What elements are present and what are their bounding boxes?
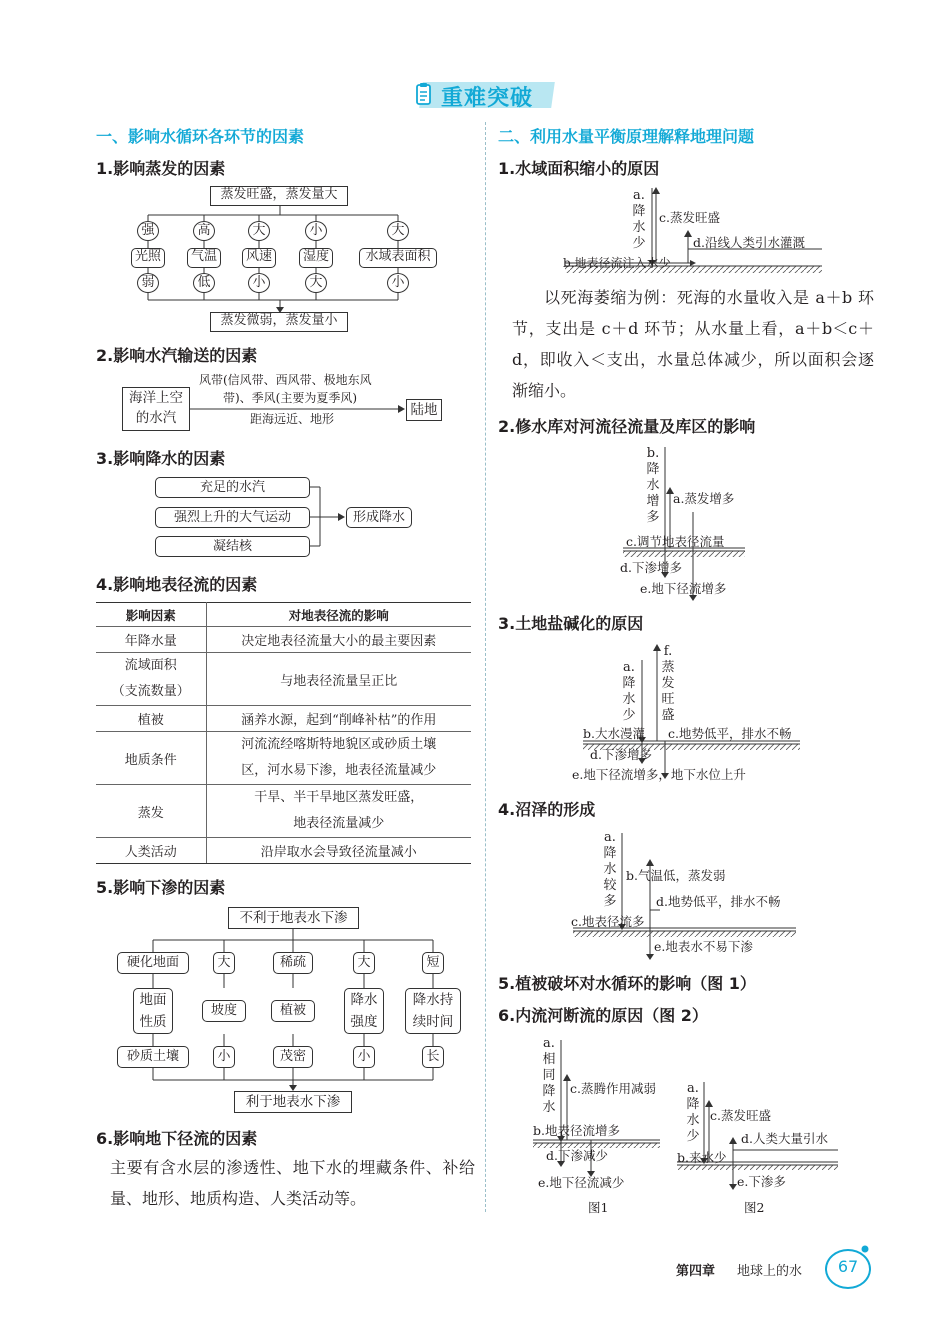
evap-up-5: 大 [387,221,409,241]
r4-label-a: a.降水较多 [603,830,617,909]
evap-up-2: 高 [193,221,215,241]
page-badge-dot [860,1244,870,1254]
s6-text: 主要有含水层的渗透性、地下水的埋藏条件、补给量、地形、地质构造、人类活动等。 [110,1158,475,1208]
r3-label-e: e.地下径流增多，地下水位上升 [572,767,746,782]
infil-unfavorable-box: 不利于地表水下渗 [228,907,359,929]
page-number: 67 [837,1257,859,1276]
infil-up-1: 硬化地面 [117,952,189,974]
fig2-label-a: a.降水少 [686,1081,700,1144]
table-cell: 涵养水源，起到“削峰补枯”的作用 [206,706,471,732]
evap-factor-2: 气温 [187,248,221,268]
table-header-effect: 对地表径流的影响 [206,603,471,627]
fig1-label-a: a.相同降水 [542,1036,556,1115]
r2-label-a: a.蒸发增多 [673,491,735,506]
table-header-factor: 影响因素 [96,603,206,627]
infil-factor-2: 坡度 [202,1000,246,1022]
evap-down-1: 弱 [137,273,159,293]
precip-cause-1: 充足的水汽 [155,477,310,498]
s6-title: 6.影响地下径流的因素 [96,1129,258,1148]
precip-cause-2: 强烈上升的大气运动 [155,507,310,528]
r1-label-c: c.蒸发旺盛 [659,210,720,225]
evap-up-4: 小 [305,221,327,241]
evap-factor-3: 风速 [242,248,276,268]
evap-down-3: 小 [248,273,270,293]
r4-label-c: c.地表径流多 [571,914,645,929]
r3-label-f: f.蒸发旺盛 [661,644,675,723]
footer-chapter-title: 地球上的水 [737,1264,803,1279]
infil-factor-5: 降水持续时间 [405,988,461,1034]
fig1-label-c: c.蒸腾作用减弱 [570,1081,656,1096]
table-cell: 年降水量 [96,627,206,653]
vapour-target-box: 陆地 [406,399,442,421]
infil-factor-4: 降水强度 [344,988,384,1034]
table-cell: 人类活动 [96,838,206,864]
evap-down-4: 大 [305,273,327,293]
vapour-label-above-1: 风带(信风带、西风带、极地东风 [199,373,372,387]
right-section-title: 二、利用水量平衡原理解释地理问题 [498,127,755,146]
r3-label-c: c.地势低平，排水不畅 [668,726,792,741]
r1-label-d: d.沿线人类引水灌溉 [693,235,805,250]
infil-factor-1: 地面性质 [133,988,173,1034]
r1-title: 1.水域面积缩小的原因 [498,159,660,178]
r4-title: 4.沼泽的形成 [498,800,596,819]
table-cell: 植被 [96,706,206,732]
infil-down-2: 小 [213,1046,235,1068]
table-cell: 与地表径流量呈正比 [206,653,471,706]
table-cell: 蒸发 [96,785,206,838]
table-cell: 河流流经喀斯特地貌区或砂质土壤 区，河水易下渗，地表径流量减少 [206,732,471,785]
r6-title: 6.内流河断流的原因（图 2） [498,1006,708,1025]
fig2-caption: 图2 [744,1200,765,1215]
banner-title: 重难突破 [441,86,534,111]
infil-up-4: 大 [353,952,375,974]
evap-high-box: 蒸发旺盛，蒸发量大 [210,186,348,206]
r1-label-b: b.地表径流注入水少 [563,256,671,270]
r4-label-b: b.气温低，蒸发弱 [626,868,726,883]
r3-title: 3.土地盐碱化的原因 [498,614,644,633]
r2-label-d: d.下渗增多 [620,560,682,575]
infil-up-2: 大 [213,952,235,974]
vapour-source-line1: 海洋上空 [129,390,183,406]
table-cell: 干旱、半干旱地区蒸发旺盛， 地表径流量减少 [206,785,471,838]
fig1-label-e: e.地下径流减少 [538,1175,625,1190]
s4-title: 4.影响地表径流的因素 [96,575,258,594]
s1-title: 1.影响蒸发的因素 [96,159,226,178]
infil-down-3: 茂密 [273,1046,313,1068]
vapour-label-above-2: 带)、季风(主要为夏季风) [223,391,358,405]
r1-text: 以死海萎缩为例：死海的水量收入是 a＋b 环节，支出是 c＋d 环节；从水量上看，a＋b＜c＋d，即收入＜支出，水量总体减少，所以面积会逐渐缩小。 [512,288,874,400]
fig2-label-c: c.蒸发旺盛 [710,1108,771,1123]
fig1-caption: 图1 [588,1200,609,1215]
infil-down-1: 砂质土壤 [117,1046,189,1068]
evap-factor-4: 湿度 [299,248,333,268]
footer-chapter: 第四章 [676,1264,716,1279]
precip-cause-3: 凝结核 [155,536,310,557]
table-cell: 地质条件 [96,732,206,785]
r4-label-e: e.地表水不易下渗 [654,939,753,954]
table-cell: 沿岸取水会导致径流量减小 [206,838,471,864]
table-cell: 流域面积 （支流数量） [96,653,206,706]
fig2-label-d: d.人类大量引水 [741,1131,828,1146]
s5-title: 5.影响下渗的因素 [96,878,226,897]
fig2-label-b: b.来水少 [677,1150,727,1165]
precip-result: 形成降水 [346,507,412,528]
evap-up-1: 强 [137,221,159,241]
r5-title: 5.植被破坏对水循环的影响（图 1） [498,974,756,993]
infil-up-3: 稀疏 [273,952,313,974]
infil-down-5: 长 [422,1046,444,1068]
infil-up-5: 短 [422,952,444,974]
table-cell: 决定地表径流量大小的最主要因素 [206,627,471,653]
fig2-label-e: e.下渗多 [737,1174,786,1189]
vapour-source-line2: 的水汽 [135,410,177,426]
s2-title: 2.影响水汽输送的因素 [96,346,258,365]
r2-label-e: e.地下径流增多 [640,581,727,596]
r2-label-c: c.调节地表径流量 [626,534,725,549]
evap-down-5: 小 [387,273,409,293]
r3-label-d: d.下渗增多 [590,747,652,762]
vapour-label-below: 距海远近、地形 [250,412,335,426]
evap-factor-5: 水域表面积 [359,248,437,268]
infil-favorable-box: 利于地表水下渗 [234,1091,352,1113]
r2-label-b: b.降水增多 [646,446,660,525]
fig1-label-d: d.下渗减少 [546,1148,608,1163]
evap-low-box: 蒸发微弱，蒸发量小 [210,312,348,332]
fig1-label-b: b.地表径流增多 [533,1123,620,1138]
left-section-title: 一、影响水循环各环节的因素 [96,127,305,146]
evap-down-2: 低 [193,273,215,293]
infil-factor-3: 植被 [271,1000,315,1022]
s3-title: 3.影响降水的因素 [96,449,226,468]
evap-up-3: 大 [248,221,270,241]
infil-down-4: 小 [353,1046,375,1068]
r2-title: 2.修水库对河流径流量及库区的影响 [498,417,756,436]
r3-label-b: b.大水漫灌 [583,726,645,741]
r1-label-a: a.降水少 [632,188,646,251]
r4-label-d: d.地势低平，排水不畅 [656,894,781,909]
r3-label-a: a.降水少 [622,660,636,723]
evap-factor-1: 光照 [131,248,165,268]
